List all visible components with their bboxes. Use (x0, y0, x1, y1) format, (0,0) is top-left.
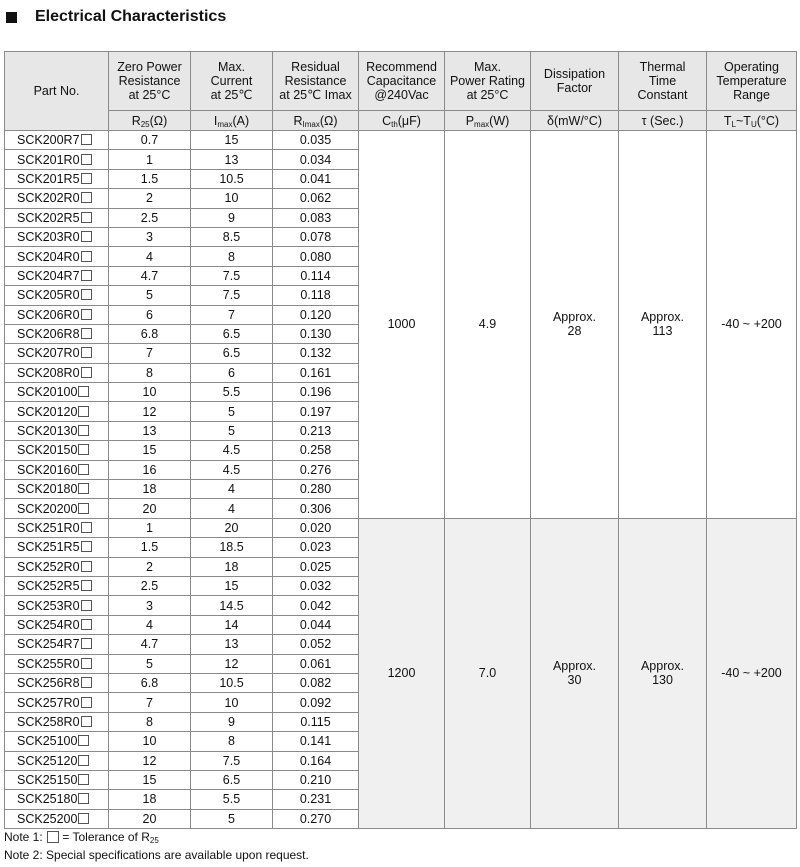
time-constant-cell: Approx. 113 (619, 131, 707, 519)
part-number-cell: SCK254R0 (5, 615, 109, 634)
rimax-cell: 0.020 (273, 518, 359, 537)
rimax-cell: 0.120 (273, 305, 359, 324)
rimax-cell: 0.082 (273, 673, 359, 692)
tolerance-box-icon (81, 270, 92, 281)
r25-cell: 4 (109, 247, 191, 266)
r25-cell: 2.5 (109, 208, 191, 227)
part-number-cell: SCK251R0 (5, 518, 109, 537)
table-row (5, 518, 797, 537)
tolerance-box-icon (81, 347, 92, 358)
rimax-cell: 0.141 (273, 732, 359, 751)
imax-cell: 6.5 (191, 344, 273, 363)
header-capacitance: Recommend Capacitance @240Vac (359, 52, 445, 111)
unit-rimax: $R_{Imax}(\Omega)$ (273, 111, 359, 131)
tolerance-box-icon (81, 716, 92, 727)
imax-cell: 13 (191, 150, 273, 169)
part-number-cell: SCK204R0 (5, 247, 109, 266)
imax-cell: 7.5 (191, 286, 273, 305)
tolerance-box-icon (81, 289, 92, 300)
part-number-cell: SCK205R0 (5, 286, 109, 305)
tolerance-box-icon (81, 309, 92, 320)
part-number-cell: SCK20130 (5, 421, 109, 440)
tolerance-box-icon (81, 231, 92, 242)
part-number-cell: SCK20150 (5, 441, 109, 460)
unit-cth: $C_{th}(\mu F)$ (359, 111, 445, 131)
tolerance-box-icon (81, 367, 92, 378)
imax-cell: 9 (191, 208, 273, 227)
rimax-cell: 0.280 (273, 480, 359, 499)
part-number-cell: SCK25180 (5, 790, 109, 809)
tolerance-box-icon (81, 192, 92, 203)
imax-cell: 7 (191, 305, 273, 324)
rimax-cell: 0.042 (273, 596, 359, 615)
part-number-cell: SCK204R7 (5, 266, 109, 285)
part-number-cell: SCK253R0 (5, 596, 109, 615)
rimax-cell: 0.161 (273, 363, 359, 382)
imax-cell: 20 (191, 518, 273, 537)
imax-cell: 5 (191, 809, 273, 828)
r25-cell: 8 (109, 363, 191, 382)
capacitance-cell: 1200 (359, 518, 445, 828)
rimax-cell: 0.118 (273, 286, 359, 305)
r25-cell: 10 (109, 732, 191, 751)
imax-cell: 7.5 (191, 266, 273, 285)
tolerance-box-icon (81, 600, 92, 611)
rimax-cell: 0.276 (273, 460, 359, 479)
r25-cell: 15 (109, 770, 191, 789)
unit-r25: $R_{25}(\Omega)$ (109, 111, 191, 131)
imax-cell: 4.5 (191, 460, 273, 479)
part-number-cell: SCK20120 (5, 402, 109, 421)
imax-cell: 10 (191, 189, 273, 208)
r25-cell: 7 (109, 693, 191, 712)
tolerance-box-icon (78, 425, 89, 436)
r25-cell: 18 (109, 790, 191, 809)
tolerance-box-icon (78, 774, 89, 785)
temp-range-cell: -40 ~ +200 (707, 518, 797, 828)
r25-cell: 1 (109, 518, 191, 537)
imax-cell: 9 (191, 712, 273, 731)
rimax-cell: 0.270 (273, 809, 359, 828)
imax-cell: 15 (191, 576, 273, 595)
part-number-cell: SCK258R0 (5, 712, 109, 731)
imax-cell: 8.5 (191, 227, 273, 246)
r25-cell: 3 (109, 227, 191, 246)
r25-cell: 4.7 (109, 635, 191, 654)
header-thermal-time-constant: Thermal Time Constant (619, 52, 707, 111)
part-number-cell: SCK202R0 (5, 189, 109, 208)
tolerance-box-icon (78, 755, 89, 766)
tolerance-box-icon (81, 697, 92, 708)
header-residual-resistance: Residual Resistance at 25℃ Imax (273, 52, 359, 111)
table-row (5, 131, 797, 150)
tolerance-box-icon (81, 638, 92, 649)
header-part-no: Part No. (5, 52, 109, 131)
r25-cell: 1.5 (109, 538, 191, 557)
rimax-cell: 0.258 (273, 441, 359, 460)
r25-cell: 5 (109, 654, 191, 673)
rimax-cell: 0.025 (273, 557, 359, 576)
r25-cell: 4 (109, 615, 191, 634)
rimax-cell: 0.044 (273, 615, 359, 634)
imax-cell: 15 (191, 131, 273, 150)
r25-cell: 0.7 (109, 131, 191, 150)
rimax-cell: 0.083 (273, 208, 359, 227)
tolerance-box-icon (78, 813, 89, 824)
part-number-cell: SCK257R0 (5, 693, 109, 712)
rimax-cell: 0.130 (273, 324, 359, 343)
rimax-cell: 0.213 (273, 421, 359, 440)
rimax-cell: 0.061 (273, 654, 359, 673)
part-number-cell: SCK203R0 (5, 227, 109, 246)
imax-cell: 4 (191, 499, 273, 518)
tolerance-box-icon (81, 251, 92, 262)
r25-cell: 1 (109, 150, 191, 169)
rimax-cell: 0.034 (273, 150, 359, 169)
imax-cell: 4 (191, 480, 273, 499)
section-title (6, 6, 226, 28)
rimax-cell: 0.115 (273, 712, 359, 731)
tolerance-box-icon (78, 386, 89, 397)
header-row (5, 52, 797, 111)
part-number-cell: SCK252R0 (5, 557, 109, 576)
part-number-cell: SCK20200 (5, 499, 109, 518)
part-number-cell: SCK20180 (5, 480, 109, 499)
rimax-cell: 0.052 (273, 635, 359, 654)
rimax-cell: 0.032 (273, 576, 359, 595)
part-number-cell: SCK254R7 (5, 635, 109, 654)
r25-cell: 12 (109, 751, 191, 770)
r25-cell: 15 (109, 441, 191, 460)
rimax-cell: 0.164 (273, 751, 359, 770)
part-number-cell: SCK207R0 (5, 344, 109, 363)
rimax-cell: 0.080 (273, 247, 359, 266)
imax-cell: 5.5 (191, 790, 273, 809)
unit-tau: τ (Sec.) (619, 111, 707, 131)
r25-cell: 2 (109, 189, 191, 208)
tolerance-box-icon (47, 831, 59, 843)
r25-cell: 13 (109, 421, 191, 440)
imax-cell: 14 (191, 615, 273, 634)
imax-cell: 5.5 (191, 383, 273, 402)
rimax-cell: 0.197 (273, 402, 359, 421)
tolerance-box-icon (78, 444, 89, 455)
capacitance-cell: 1000 (359, 131, 445, 519)
power-rating-cell: 4.9 (445, 131, 531, 519)
table-body (5, 131, 797, 829)
rimax-cell: 0.041 (273, 169, 359, 188)
imax-cell: 8 (191, 247, 273, 266)
part-number-cell: SCK206R0 (5, 305, 109, 324)
part-number-cell: SCK20160 (5, 460, 109, 479)
rimax-cell: 0.306 (273, 499, 359, 518)
tolerance-box-icon (81, 619, 92, 630)
part-number-cell: SCK251R5 (5, 538, 109, 557)
r25-cell: 6 (109, 305, 191, 324)
r25-cell: 2.5 (109, 576, 191, 595)
part-number-cell: SCK206R8 (5, 324, 109, 343)
unit-imax: $I_{max}(A)$ (191, 111, 273, 131)
r25-cell: 3 (109, 596, 191, 615)
r25-cell: 10 (109, 383, 191, 402)
r25-cell: 18 (109, 480, 191, 499)
header-max-current: Max. Current at 25℃ (191, 52, 273, 111)
imax-cell: 8 (191, 732, 273, 751)
unit-pmax: $P_{max}(W)$ (445, 111, 531, 131)
unit-row (5, 111, 797, 131)
rimax-cell: 0.210 (273, 770, 359, 789)
imax-cell: 4.5 (191, 441, 273, 460)
tolerance-box-icon (81, 212, 92, 223)
note-1: Note 1: = Tolerance of $R_{25}$ (4, 830, 159, 845)
tolerance-box-icon (78, 464, 89, 475)
imax-cell: 5 (191, 421, 273, 440)
r25-cell: 12 (109, 402, 191, 421)
tolerance-box-icon (81, 328, 92, 339)
header-zero-power-resistance: Zero Power Resistance at 25°C (109, 52, 191, 111)
time-constant-cell: Approx. 130 (619, 518, 707, 828)
part-number-cell: SCK201R5 (5, 169, 109, 188)
part-number-cell: SCK252R5 (5, 576, 109, 595)
imax-cell: 6.5 (191, 324, 273, 343)
rimax-cell: 0.023 (273, 538, 359, 557)
imax-cell: 10.5 (191, 673, 273, 692)
part-number-cell: SCK208R0 (5, 363, 109, 382)
tolerance-box-icon (81, 522, 92, 533)
rimax-cell: 0.092 (273, 693, 359, 712)
r25-cell: 1.5 (109, 169, 191, 188)
header-operating-temperature: Operating Temperature Range (707, 52, 797, 111)
part-number-cell: SCK256R8 (5, 673, 109, 692)
imax-cell: 18 (191, 557, 273, 576)
tolerance-box-icon (81, 658, 92, 669)
tolerance-box-icon (81, 677, 92, 688)
imax-cell: 18.5 (191, 538, 273, 557)
imax-cell: 10.5 (191, 169, 273, 188)
r25-cell: 6.8 (109, 324, 191, 343)
tolerance-box-icon (81, 580, 92, 591)
r25-cell: 16 (109, 460, 191, 479)
dissipation-cell: Approx. 30 (531, 518, 619, 828)
imax-cell: 7.5 (191, 751, 273, 770)
tolerance-box-icon (78, 503, 89, 514)
part-number-cell: SCK25120 (5, 751, 109, 770)
r25-cell: 5 (109, 286, 191, 305)
rimax-cell: 0.035 (273, 131, 359, 150)
r25-cell: 2 (109, 557, 191, 576)
rimax-cell: 0.078 (273, 227, 359, 246)
rimax-cell: 0.196 (273, 383, 359, 402)
part-number-cell: SCK202R5 (5, 208, 109, 227)
square-bullet-icon (6, 12, 17, 23)
header-power-rating: Max. Power Rating at 25°C (445, 52, 531, 111)
part-number-cell: SCK200R7 (5, 131, 109, 150)
tolerance-box-icon (81, 173, 92, 184)
rimax-cell: 0.132 (273, 344, 359, 363)
part-number-cell: SCK25150 (5, 770, 109, 789)
tolerance-box-icon (81, 561, 92, 572)
temp-range-cell: -40 ~ +200 (707, 131, 797, 519)
rimax-cell: 0.231 (273, 790, 359, 809)
imax-cell: 5 (191, 402, 273, 421)
rimax-cell: 0.062 (273, 189, 359, 208)
dissipation-cell: Approx. 28 (531, 131, 619, 519)
imax-cell: 13 (191, 635, 273, 654)
page-title: Electrical Characteristics (35, 8, 227, 25)
imax-cell: 6 (191, 363, 273, 382)
r25-cell: 6.8 (109, 673, 191, 692)
r25-cell: 8 (109, 712, 191, 731)
unit-delta: δ(mW/°C) (531, 111, 619, 131)
imax-cell: 12 (191, 654, 273, 673)
tolerance-box-icon (78, 483, 89, 494)
part-number-cell: SCK201R0 (5, 150, 109, 169)
note-2: Note 2: Special specifications are available upon request. (4, 848, 309, 862)
part-number-cell: SCK20100 (5, 383, 109, 402)
r25-cell: 4.7 (109, 266, 191, 285)
tolerance-box-icon (78, 793, 89, 804)
r25-cell: 20 (109, 809, 191, 828)
r25-cell: 7 (109, 344, 191, 363)
tolerance-box-icon (81, 134, 92, 145)
part-number-cell: SCK25100 (5, 732, 109, 751)
imax-cell: 10 (191, 693, 273, 712)
imax-cell: 6.5 (191, 770, 273, 789)
tolerance-box-icon (78, 735, 89, 746)
tolerance-box-icon (81, 541, 92, 552)
part-number-cell: SCK255R0 (5, 654, 109, 673)
unit-temp: $T_L\sim T_U(^\circ C)$ (707, 111, 797, 131)
rimax-cell: 0.114 (273, 266, 359, 285)
header-dissipation-factor: Dissipation Factor (531, 52, 619, 111)
imax-cell: 14.5 (191, 596, 273, 615)
notes (4, 828, 309, 864)
tolerance-box-icon (78, 406, 89, 417)
part-number-cell: SCK25200 (5, 809, 109, 828)
tolerance-box-icon (81, 154, 92, 165)
power-rating-cell: 7.0 (445, 518, 531, 828)
characteristics-table (4, 51, 797, 829)
r25-cell: 20 (109, 499, 191, 518)
